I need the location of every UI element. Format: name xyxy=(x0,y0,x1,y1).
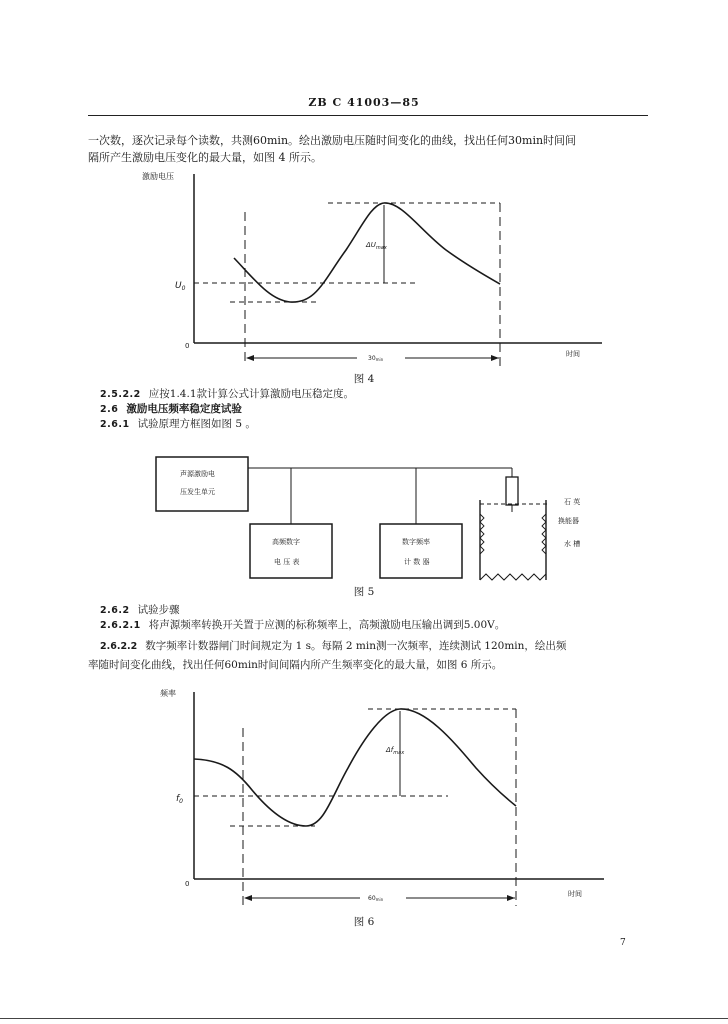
section-2-6-2-number: 2.6.2 xyxy=(100,605,130,616)
section-2-6-2-2-text-1: 数字频率计数器闸门时间规定为 1 s。每隔 2 min测一次频率，连续测试 120min，绘出频 xyxy=(145,640,567,652)
fig4-x-label: 时间 xyxy=(566,350,580,358)
fig4-y-label: 激励电压 xyxy=(142,172,174,181)
fig5-voltmeter-line-2: 电 压 表 xyxy=(274,558,300,566)
fig5-counter-line-2: 计 数 器 xyxy=(404,558,430,566)
fig4-origin-label: 0 xyxy=(185,342,190,350)
section-2-6-2-2-line-2: 率随时间变化曲线，找出任何60min时间间隔内所产生频率变化的最大量，如图 6 所示。 xyxy=(88,659,503,671)
section-2-6-2-1-text: 将声源频率转换开关置于应测的标称频率上，高频激励电压输出调到5.00V。 xyxy=(148,619,506,631)
fig6-span-label: 60min xyxy=(368,895,384,902)
section-2-6-1-number: 2.6.1 xyxy=(100,419,130,430)
fig6-x-label: 时间 xyxy=(568,890,582,898)
figure-5-caption: 图 5 xyxy=(353,586,375,598)
figure-4-chart xyxy=(142,168,610,368)
fig5-tank-bottom-waves xyxy=(480,574,546,580)
section-2-6-2-2-number: 2.6.2.2 xyxy=(100,641,138,652)
section-2-6-title: 激励电压频率稳定度试验 xyxy=(126,403,242,415)
fig6-y-label: 频率 xyxy=(160,689,176,698)
fig4-span-arrow-left-head xyxy=(246,355,254,361)
fig5-source-line-2: 压发生单元 xyxy=(180,488,215,496)
sections-a xyxy=(100,387,650,432)
fig5-label-transducer: 换能器 xyxy=(558,517,579,525)
fig5-transducer xyxy=(506,477,518,505)
fig5-voltmeter-box xyxy=(250,524,332,578)
figure-4-caption: 图 4 xyxy=(353,373,375,385)
section-2-6-1-text: 试验原理方框图如图 5 。 xyxy=(137,418,256,430)
sections-b xyxy=(100,603,650,633)
section-2-6-1 xyxy=(100,417,650,432)
fig5-voltmeter-line-1: 高频数字 xyxy=(272,538,300,546)
section-2-5-2-2 xyxy=(100,387,650,402)
section-2-6-2-1 xyxy=(100,618,650,633)
fig5-source-line-1: 声源激励电 xyxy=(180,470,215,478)
section-2-5-2-2-text: 应按1.4.1款计算公式计算激励电压稳定度。 xyxy=(148,388,354,400)
section-2-6-number: 2.6 xyxy=(100,404,119,415)
fig5-counter-box xyxy=(380,524,462,578)
fig6-origin-label: 0 xyxy=(185,880,190,888)
page-number: 7 xyxy=(620,938,626,948)
section-2-6 xyxy=(100,402,650,417)
fig4-span-arrow-right-head xyxy=(491,355,499,361)
paragraph-1-line-1: 一次数，逐次记录每个读数，共测60min。绘出激励电压随时间变化的曲线，找出任何30min时间间 xyxy=(88,134,577,147)
fig5-label-quartz: 石 英 xyxy=(564,498,581,506)
fig4-voltage-curve xyxy=(234,203,500,302)
fig6-f0-label: $f_0$ xyxy=(176,794,183,805)
fig6-span-arrow-left-head xyxy=(244,895,252,901)
section-2-6-2-1-number: 2.6.2.1 xyxy=(100,620,141,631)
section-2-5-2-2-number: 2.5.2.2 xyxy=(100,389,141,400)
section-2-6-2-2-line-1 xyxy=(88,637,653,656)
fig4-delta-label: $\Delta U_{max}$ xyxy=(366,241,387,251)
figure-6-chart xyxy=(150,686,610,911)
section-2-6-2 xyxy=(100,603,650,618)
document-code: ZB C 41003—85 xyxy=(308,96,420,109)
figure-5-block-diagram xyxy=(150,452,610,582)
fig5-source-box xyxy=(156,457,248,511)
fig4-span-label: 30min xyxy=(368,355,384,362)
header-rule xyxy=(88,115,648,116)
fig5-counter-line-1: 数字频率 xyxy=(402,538,430,546)
paragraph-1 xyxy=(88,132,650,166)
fig6-delta-label: $\Delta f_{max}$ xyxy=(386,746,405,756)
fig6-span-arrow-right-head xyxy=(507,895,515,901)
paragraph-1-line-2: 隔所产生激励电压变化的最大量，如图 4 所示。 xyxy=(88,151,322,164)
fig4-u0-label: $U_0$ xyxy=(175,281,186,292)
figure-6-caption: 图 6 xyxy=(353,916,375,928)
fig5-label-tank: 水 槽 xyxy=(564,540,581,548)
section-2-6-2-text: 试验步骤 xyxy=(137,604,180,616)
bottom-rule xyxy=(0,1018,728,1019)
fig6-frequency-curve xyxy=(194,709,516,826)
section-2-6-2-2 xyxy=(88,637,653,674)
